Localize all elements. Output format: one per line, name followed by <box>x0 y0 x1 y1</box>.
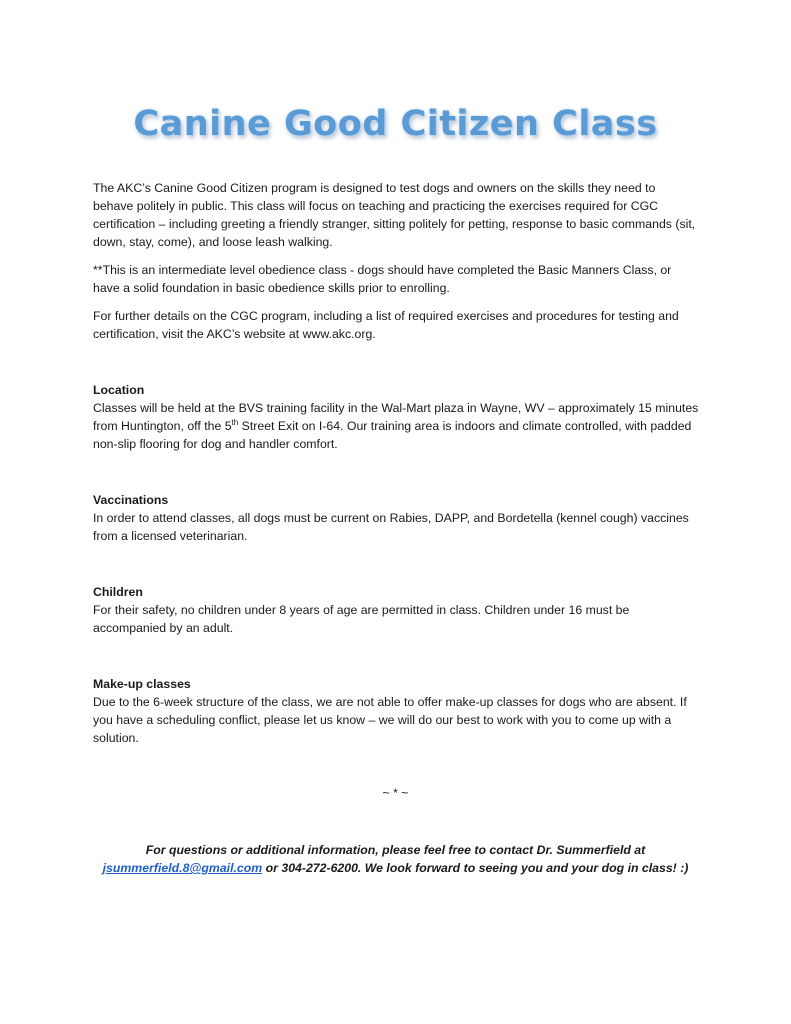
location-heading: Location <box>93 383 145 397</box>
intro-paragraph-1: The AKC’s Canine Good Citizen program is designed to test dogs and owners on the skills they need to behave politely in public. This class will focus on teaching and practicing the exercises required for CGC certification – including greeting a friendly stranger, sitting politely for petting, response to basic commands (sit, down, stay, come), and loose leash walking. <box>93 181 696 249</box>
vaccinations-text: In order to attend classes, all dogs must be current on Rabies, DAPP, and Bordetella (kennel cough) vaccines from a licensed veterinarian. <box>93 511 689 543</box>
page-title: Canine Good Citizen Class <box>133 104 658 144</box>
contact-info <box>0 841 791 877</box>
intro-paragraph-2: **This is an intermediate level obedience class - dogs should have completed the Basic Manners Class, or have a solid foundation in basic obedience skills prior to enrolling. <box>93 263 672 295</box>
contact-line-2 <box>0 859 791 877</box>
children-section <box>93 583 699 637</box>
children-heading: Children <box>93 585 143 599</box>
intro-paragraph-3: For further details on the CGC program, including a list of required exercises and procedures for testing and certification, visit the AKC’s website at www.akc.org. <box>93 309 679 341</box>
makeup-heading: Make-up classes <box>93 677 191 691</box>
location-section <box>93 381 699 453</box>
intro-note <box>93 261 699 297</box>
vaccinations-section <box>93 491 699 545</box>
intro-section <box>93 179 699 251</box>
location-text <box>93 399 699 453</box>
intro-further-details <box>93 307 699 343</box>
contact-phone-text: or 304-272-6200. We look forward to seeing you and your dog in class! :) <box>262 861 689 875</box>
location-text-part-2: Street Exit on I-64. Our training area is indoors and climate controlled, with padded non-slip flooring for dog and handler comfort. <box>93 419 692 451</box>
separator: ~ * ~ <box>382 786 409 800</box>
makeup-text: Due to the 6-week structure of the class, we are not able to offer make-up classes for dogs who are absent. If you have a scheduling conflict, please let us know – we will do our best to work with you to come up with a solution. <box>93 695 687 745</box>
contact-line-1: For questions or additional information, please feel free to contact Dr. Summerfield at <box>145 843 646 857</box>
email-link[interactable]: jsummerfield.8@gmail.com <box>102 861 263 875</box>
vaccinations-heading: Vaccinations <box>93 493 169 507</box>
location-text-part-1: Classes will be held at the BVS training facility in the Wal-Mart plaza in Wayne, WV – approximately 15 minutes from Huntington, off the 5 <box>93 401 699 433</box>
makeup-section <box>93 675 699 747</box>
children-text: For their safety, no children under 8 years of age are permitted in class. Children under 16 must be accompanied by an adult. <box>93 603 630 635</box>
location-superscript: th <box>231 418 239 427</box>
